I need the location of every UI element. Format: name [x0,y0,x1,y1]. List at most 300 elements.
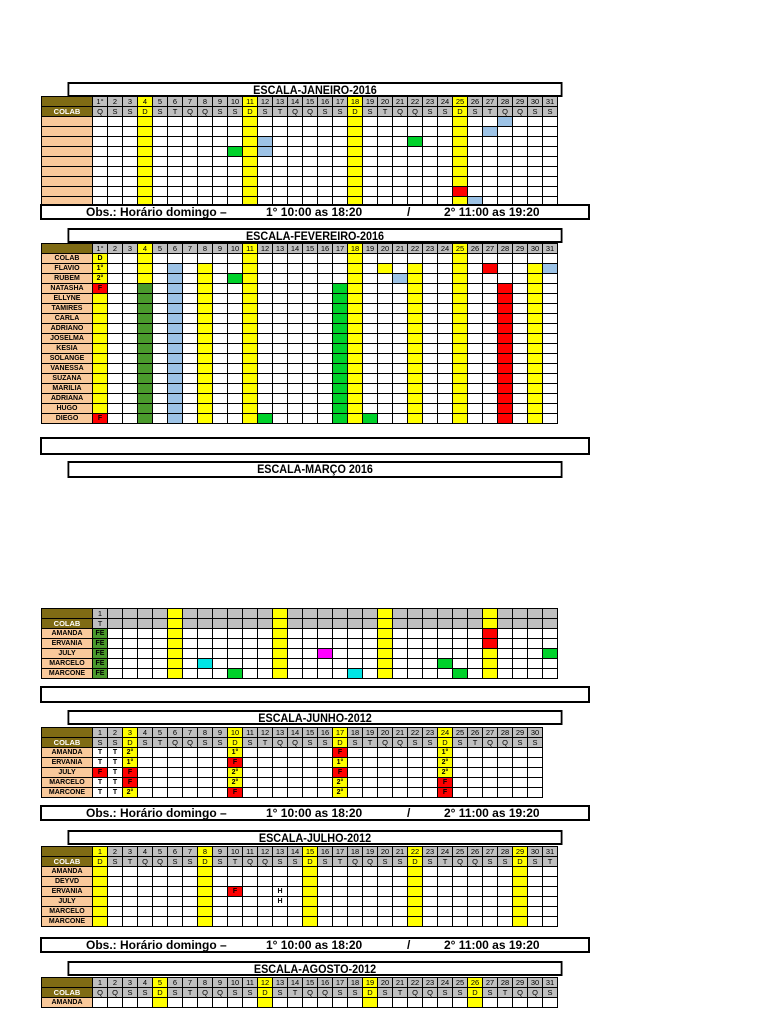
day-of-week [498,619,513,629]
schedule-cell [378,254,393,264]
day-of-week: T [438,857,453,867]
schedule-cell [213,394,228,404]
schedule-cell [468,887,483,897]
schedule-cell [153,147,168,157]
schedule-cell [468,907,483,917]
table-row [42,384,558,394]
day-number: 1 [93,609,108,619]
employee-name [42,127,93,137]
day-of-week [423,619,438,629]
schedule-cell [228,314,243,324]
schedule-cell [423,394,438,404]
schedule-cell [528,177,543,187]
schedule-cell [228,254,243,264]
schedule-cell [258,304,273,314]
schedule-cell [453,137,468,147]
schedule-cell [288,629,303,639]
schedule-cell [198,384,213,394]
schedule-cell [153,117,168,127]
day-number [453,609,468,619]
day-number: 27 [483,978,498,988]
schedule-cell [198,264,213,274]
schedule-cell [183,324,198,334]
schedule-cell [348,394,363,404]
day-number: 29 [513,847,528,857]
schedule-cell [213,344,228,354]
schedule-cell [423,897,438,907]
schedule-cell [528,137,543,147]
schedule-cell [168,788,183,798]
schedule-cell [93,304,108,314]
table-row [42,177,558,187]
schedule-cell [363,254,378,264]
schedule-cell [318,414,333,424]
schedule-cell [288,167,303,177]
schedule-cell [138,354,153,364]
table-row [42,998,558,1008]
day-of-week: D [363,988,378,998]
schedule-cell [423,177,438,187]
schedule-cell [438,659,453,669]
schedule-cell [378,887,393,897]
schedule-cell: T [108,758,123,768]
schedule-cell: 2° [333,778,348,788]
day-number: 13 [273,244,288,254]
schedule-cell [483,659,498,669]
schedule-cell [513,649,528,659]
schedule-cell [318,274,333,284]
schedule-cell [423,384,438,394]
table-row [42,344,558,354]
schedule-cell [453,264,468,274]
schedule-cell [123,294,138,304]
schedule-cell [408,314,423,324]
schedule-cell [243,887,258,897]
schedule-cell [213,649,228,659]
schedule-cell [333,324,348,334]
schedule-cell [468,867,483,877]
day-of-week [198,619,213,629]
day-of-week: S [528,738,543,748]
schedule-cell [483,374,498,384]
schedule-cell [513,897,528,907]
schedule-cell [498,167,513,177]
schedule-cell [438,334,453,344]
table-row [42,847,558,857]
schedule-cell [288,117,303,127]
schedule-cell [483,167,498,177]
schedule-cell [213,334,228,344]
schedule-cell [528,147,543,157]
schedule-cell [243,867,258,877]
day-of-week: S [258,107,273,117]
schedule-cell [393,877,408,887]
schedule-cell [198,877,213,887]
day-number: 2 [108,728,123,738]
day-of-week: S [543,988,558,998]
day-of-week: S [243,988,258,998]
schedule-cell [228,344,243,354]
schedule-cell [213,117,228,127]
schedule-cell [318,748,333,758]
day-of-week [513,619,528,629]
schedule-cell [198,187,213,197]
schedule-cell [303,137,318,147]
day-of-week: Q [408,107,423,117]
day-number [183,609,198,619]
schedule-cell [498,748,513,758]
schedule-cell [348,284,363,294]
colab-header: COLAB [42,738,93,748]
schedule-cell: 2° [438,768,453,778]
schedule-cell [543,917,558,927]
schedule-cell [183,157,198,167]
schedule-cell [123,137,138,147]
schedule-cell [363,629,378,639]
day-of-week: Q [408,988,423,998]
table-row [42,867,558,877]
schedule-cell [528,254,543,264]
day-number [123,609,138,619]
schedule-cell [333,998,348,1008]
schedule-cell [483,649,498,659]
schedule-cell [303,887,318,897]
schedule-cell [528,187,543,197]
schedule-cell [243,294,258,304]
schedule-cell [258,887,273,897]
schedule-cell [138,917,153,927]
schedule-cell [408,778,423,788]
schedule-cell: F [93,768,108,778]
schedule-cell: T [93,788,108,798]
schedule-cell [183,917,198,927]
schedule-cell [273,137,288,147]
schedule-cell [438,374,453,384]
schedule-cell [303,877,318,887]
schedule-cell [468,177,483,187]
day-of-week: Q [198,988,213,998]
schedule-cell [138,187,153,197]
day-number: 6 [168,847,183,857]
schedule-cell: T [93,758,108,768]
schedule-cell [153,394,168,404]
schedule-cell [183,414,198,424]
day-number: 15 [303,847,318,857]
schedule-cell [528,374,543,384]
schedule-cell [318,778,333,788]
schedule-cell [543,649,558,659]
schedule-cell [438,157,453,167]
schedule-cell [288,758,303,768]
schedule-cell [258,127,273,137]
schedule-cell [108,157,123,167]
day-number: 15 [303,978,318,988]
day-number: 27 [483,847,498,857]
schedule-cell [498,917,513,927]
schedule-cell [213,177,228,187]
day-number: 3 [123,244,138,254]
schedule-cell [228,998,243,1008]
schedule-cell [168,304,183,314]
schedule-cell: F [93,414,108,424]
schedule-cell [453,157,468,167]
schedule-cell [408,758,423,768]
schedule-cell [498,394,513,404]
schedule-cell [333,354,348,364]
day-number: 1 [93,847,108,857]
schedule-cell [468,897,483,907]
day-of-week [153,619,168,629]
schedule-cell [198,758,213,768]
schedule-cell [483,364,498,374]
schedule-cell [213,157,228,167]
day-of-week: D [438,738,453,748]
schedule-cell [303,304,318,314]
schedule-cell [513,877,528,887]
schedule-cell [408,167,423,177]
schedule-cell [318,867,333,877]
schedule-cell [93,294,108,304]
day-number [303,609,318,619]
schedule-cell [183,127,198,137]
schedule-cell: T [108,778,123,788]
day-of-week [213,619,228,629]
schedule-cell [483,127,498,137]
table-row [42,609,558,619]
schedule-cell [228,127,243,137]
day-number: 4 [138,244,153,254]
schedule-cell [198,649,213,659]
schedule-cell [393,758,408,768]
schedule-cell [273,374,288,384]
schedule-cell [498,404,513,414]
schedule-cell [153,877,168,887]
schedule-cell [408,404,423,414]
schedule-cell [438,394,453,404]
schedule-cell [258,314,273,324]
schedule-cell [528,157,543,167]
schedule-cell [378,187,393,197]
employee-name: JOSELMA [42,334,93,344]
day-number: 21 [393,97,408,107]
schedule-cell [408,659,423,669]
schedule-cell: 2° [228,778,243,788]
day-number: 23 [423,978,438,988]
schedule-cell [363,659,378,669]
schedule-cell [168,897,183,907]
schedule-cell [468,284,483,294]
schedule-cell [333,127,348,137]
schedule-cell [183,117,198,127]
schedule-cell [468,304,483,314]
schedule-cell [183,758,198,768]
schedule-cell [528,414,543,424]
employee-name: SUZANA [42,374,93,384]
schedule-cell [153,264,168,274]
schedule-cell [213,187,228,197]
schedule-cell [288,384,303,394]
schedule-cell [393,314,408,324]
schedule-cell [123,877,138,887]
schedule-cell [333,907,348,917]
schedule-cell [198,917,213,927]
table-row [42,669,558,679]
schedule-cell [378,414,393,424]
schedule-cell [273,344,288,354]
day-number: 25 [453,244,468,254]
schedule-cell [138,344,153,354]
schedule-cell [198,778,213,788]
day-number: 13 [273,728,288,738]
schedule-cell: FE [93,649,108,659]
schedule-cell [213,264,228,274]
schedule-cell [513,187,528,197]
schedule-cell [333,877,348,887]
schedule-cell [228,877,243,887]
day-number: 16 [318,97,333,107]
table-row [42,334,558,344]
blank-row-section4 [40,686,590,703]
schedule-cell [378,788,393,798]
schedule-cell [438,907,453,917]
employee-name: SOLANGE [42,354,93,364]
schedule-cell [318,304,333,314]
employee-name: ELLYNE [42,294,93,304]
schedule-cell [138,404,153,414]
employee-name: MARCELO [42,907,93,917]
schedule-cell [258,897,273,907]
schedule-cell [243,284,258,294]
schedule-cell [168,284,183,294]
schedule-cell [123,127,138,137]
day-number: 3 [123,978,138,988]
schedule-cell [318,629,333,639]
schedule-cell [513,788,528,798]
day-of-week: S [423,857,438,867]
schedule-cell [93,344,108,354]
schedule-cell [228,639,243,649]
schedule-cell [453,897,468,907]
day-number: 6 [168,728,183,738]
schedule-cell [348,414,363,424]
schedule-cell [528,758,543,768]
schedule-cell [348,117,363,127]
schedule-cell [333,404,348,414]
schedule-cell [528,314,543,324]
day-number [393,609,408,619]
schedule-cell [258,324,273,334]
schedule-cell [288,147,303,157]
schedule-cell [228,907,243,917]
schedule-cell [528,294,543,304]
day-number: 18 [348,978,363,988]
schedule-cell [108,304,123,314]
schedule-cell [153,897,168,907]
schedule-cell [183,788,198,798]
schedule-cell [393,867,408,877]
schedule-cell [198,284,213,294]
day-number: 17 [333,97,348,107]
day-of-week: S [528,857,543,867]
schedule-cell [168,748,183,758]
schedule-cell [153,254,168,264]
schedule-cell [123,147,138,157]
schedule-cell [93,147,108,157]
schedule-cell [348,314,363,324]
schedule-cell: 1° [438,748,453,758]
schedule-cell [318,639,333,649]
schedule-cell [423,758,438,768]
schedule-cell [273,404,288,414]
schedule-cell [363,998,378,1008]
obs-time-2: 2° 11:00 as 19:20 [444,938,540,952]
day-of-week [318,619,333,629]
day-of-week [408,619,423,629]
schedule-cell [393,127,408,137]
schedule-cell [363,887,378,897]
day-number: 19 [363,978,378,988]
schedule-cell [393,354,408,364]
schedule-cell [543,324,558,334]
schedule-cell [258,788,273,798]
schedule-cell [483,394,498,404]
schedule-cell [393,998,408,1008]
day-of-week: Q [378,738,393,748]
obs-time-2: 2° 11:00 as 19:20 [444,806,540,820]
schedule-cell [153,669,168,679]
day-number: 28 [498,978,513,988]
schedule-cell [123,314,138,324]
day-of-week: Q [288,107,303,117]
schedule-cell [543,867,558,877]
schedule-cell [93,324,108,334]
obs-time-2: 2° 11:00 as 19:20 [444,205,540,219]
day-number: 1° [93,97,108,107]
schedule-cell [93,137,108,147]
schedule-cell [528,877,543,887]
schedule-cell [318,887,333,897]
schedule-cell [453,887,468,897]
schedule-cell [483,748,498,758]
schedule-cell [303,294,318,304]
schedule-cell [408,344,423,354]
schedule-cell [393,384,408,394]
employee-name: NATASHA [42,284,93,294]
schedule-cell [408,887,423,897]
day-number: 29 [513,244,528,254]
schedule-cell: 2° [123,788,138,798]
schedule-cell [198,887,213,897]
schedule-cell [228,137,243,147]
schedule-cell [168,629,183,639]
schedule-cell [318,394,333,404]
schedule-cell [138,384,153,394]
schedule-cell: F [438,788,453,798]
day-of-week [528,619,543,629]
day-of-week [108,619,123,629]
schedule-cell [318,127,333,137]
schedule-cell [453,877,468,887]
schedule-cell [498,629,513,639]
schedule-cell [543,364,558,374]
day-of-week: Q [453,857,468,867]
day-of-week [138,619,153,629]
day-of-week: S [363,107,378,117]
schedule-cell [93,897,108,907]
day-number: 6 [168,244,183,254]
schedule-cell [483,758,498,768]
day-of-week: Q [288,738,303,748]
